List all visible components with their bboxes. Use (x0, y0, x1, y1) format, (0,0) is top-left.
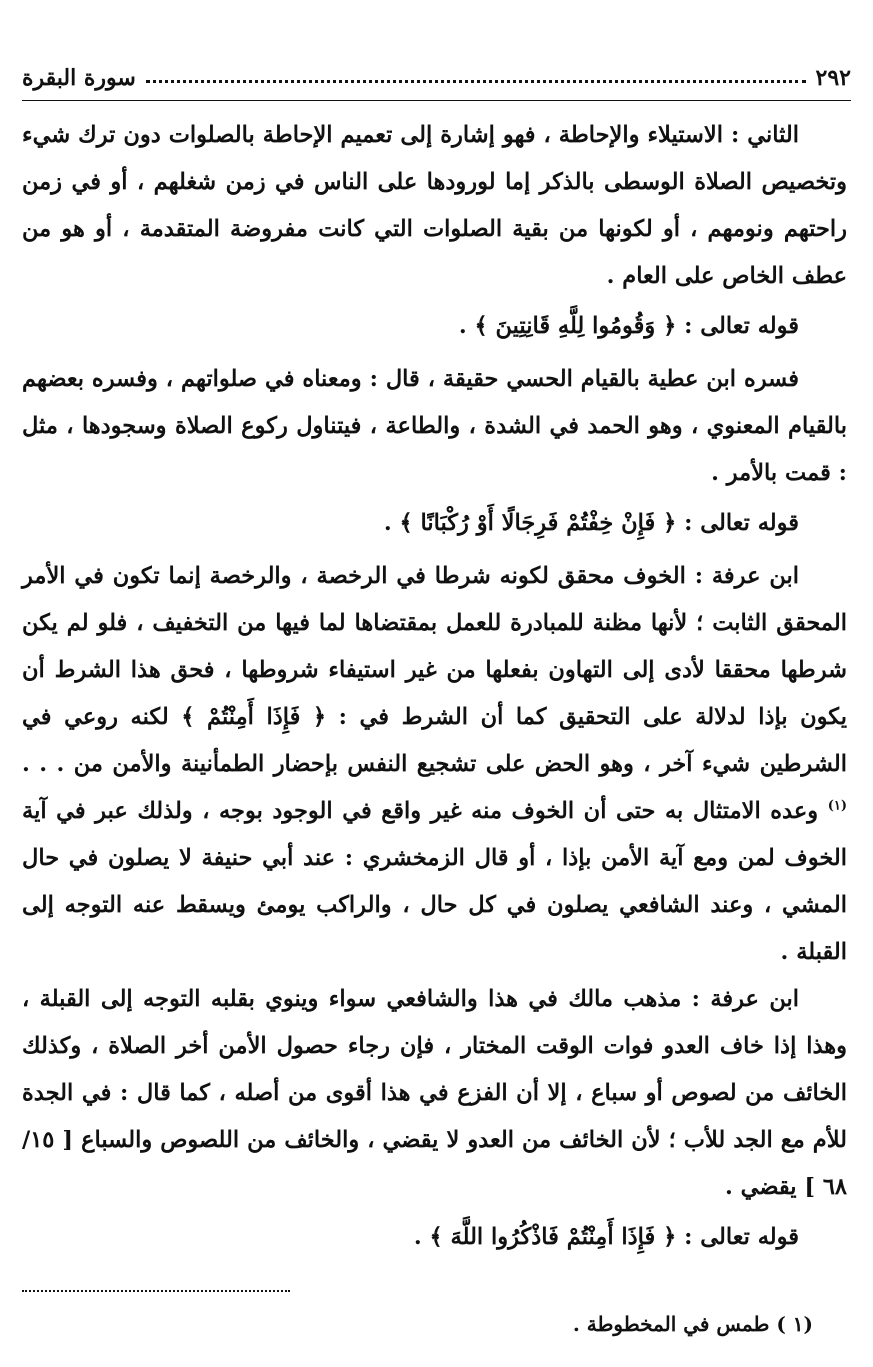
surah-title: سورة البقرة (22, 65, 136, 91)
page-header (22, 58, 851, 98)
paragraph-istila: الثاني : الاستيلاء والإحاطة ، فهو إشارة إلى تعميم الإحاطة بالصلوات دون ترك شيء وتخصيص الصلاة الوسطى بالذكر إما لورودها على الناس في زمن شغلهم ، أو في زمن راحتهم ونومهم ، أو لكونها من بقية الصلوات التي كانت مفروضة المتقدمة ، أو هو من عطف الخاص على العام . (22, 122, 847, 289)
paragraph-ibn-arafa-malik: ابن عرفة : مذهب مالك في هذا والشافعي سواء وينوي بقلبه التوجه إلى القبلة ، وهذا إذا خاف العدو فوات الوقت المختار ، فإن رجاء حصول الأمن أخر الصلاة ، وكذلك الخائف من لصوص أو سباع ، إلا أن الفزع في هذا أقوى من أصله ، كما قال : في الجدة للأم مع الجد للأب ؛ لأن الخائف من العدو لا يقضي ، والخائف من اللصوص والسباع [ ١٥/ ٦٨ ] يقضي . (22, 986, 847, 1200)
header-dotted-leader (146, 80, 806, 83)
footnote-reference[interactable]: (١) (827, 798, 848, 814)
header-divider (22, 100, 851, 101)
paragraph-ibn-atiyya: فسره ابن عطية بالقيام الحسي حقيقة ، قال : ومعناه في صلواتهم ، وفسره بعضهم بالقيام المعنوي ، وهو الحمد في الشدة ، والطاعة ، فيتناول ركوع الصلاة وسجودها ، مثل : قمت بالأمر . (22, 366, 847, 486)
paragraph-ibn-arafa-khawf-part1: ابن عرفة : الخوف محقق لكونه شرطا في الرخصة ، والرخصة إنما تكون في الأمر المحقق الثابت ؛ لأنها مظنة للمبادرة للعمل بمقتضاها لما فيها من التخفيف ، فلو لم يكن شرطها محققا لأدى إلى التهاون بفعلها من غير استيفاء شروطها ، فحق هذا الشرط أن يكون بإذا لدلالة على التحقيق كما أن الشرط في : ﴿ فَإِذَا أَمِنْتُمْ ﴾ لكنه روعي في الشرطين شيء آخر ، وهو الحض على تشجيع النفس بإحضار الطمأنينة والأمن من . . . (22, 563, 847, 777)
verse-qumu: قوله تعالى : ﴿ وَقُومُوا لِلَّهِ قَانِتِينَ ﴾ . (458, 313, 799, 339)
page-number: ٢٩٢ (815, 65, 851, 91)
verse-khiftum: قوله تعالى : ﴿ فَإِنْ خِفْتُمْ فَرِجَالًا أَوْ رُكْبَانًا ﴾ . (383, 510, 799, 536)
main-text (22, 112, 847, 1267)
footnote-text: (١ ) طمس في المخطوطة . (572, 1312, 813, 1336)
paragraph-ibn-arafa-khawf (22, 553, 847, 976)
verse-amintum: قوله تعالى : ﴿ فَإِذَا أَمِنْتُمْ فَاذْكُرُوا اللَّهَ ﴾ . (413, 1224, 799, 1250)
paragraph-ibn-arafa-khawf-part2: وعده الامتثال به حتى أن الخوف منه غير واقع في الوجود بوجه ، ولذلك عبر في آية الخوف لمن ومع آية الأمن بإذا ، أو قال الزمخشري : عند أبي حنيفة لا يصلون في حال المشي ، وعند الشافعي يصلون في كل حال ، والراكب يومئ ويسقط عنه التوجه إلى القبلة . (22, 798, 847, 965)
footnote-divider (22, 1290, 290, 1292)
